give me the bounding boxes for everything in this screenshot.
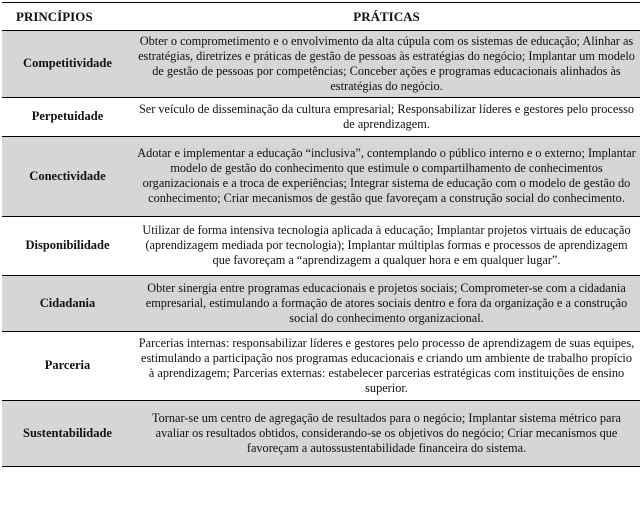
table-row: [2, 98, 640, 137]
table-row: [2, 137, 640, 217]
principle-cell: Perpetuidade: [2, 98, 133, 137]
principle-cell: Competitividade: [2, 31, 133, 98]
principles-practices-table-wrapper: [2, 2, 641, 467]
table-row: [2, 31, 640, 98]
table-row: [2, 217, 640, 276]
practice-cell: Utilizar de forma intensiva tecnologia aplicada à educação; Implantar projetos virtuais de educação (aprendizagem mediada por tecnologia); Implantar múltiplas formas e processos de aprendizagem que favoreçam a “aprendizagem a qualquer hora e em qualquer lugar”.: [133, 217, 640, 276]
principle-cell: Cidadania: [2, 276, 133, 332]
practice-cell: Tornar-se um centro de agregação de resultados para o negócio; Implantar sistema métrico para avaliar os resultados obtidos, considerando-se os objetivos do negócio; Criar mecanismos que favoreçam a autossustentabilidade financeira do sistema.: [133, 401, 640, 467]
table-row: [2, 332, 640, 401]
practice-cell: Parcerias internas: responsabilizar líderes e gestores pelo processo de aprendizagem de suas equipes, estimulando a participação nos programas educacionais e criando um ambiente de trabalho propício à aprendizagem; Parcerias externas: estabelecer parcerias estratégicas com instituições de ensino superior.: [133, 332, 640, 401]
principle-cell: Conectividade: [2, 137, 133, 217]
header-practices: PRÁTICAS: [133, 3, 640, 31]
principle-cell: Disponibilidade: [2, 217, 133, 276]
principle-cell: Sustentabilidade: [2, 401, 133, 467]
table-header: [2, 3, 640, 31]
table-row: [2, 276, 640, 332]
practice-cell: Obter sinergia entre programas educacionais e projetos sociais; Comprometer-se com a cidadania empresarial, estimulando a formação de atores sociais dentro e fora da organização e a construção social do conhecimento organizacional.: [133, 276, 640, 332]
principles-practices-table: [2, 2, 640, 467]
practice-cell: Ser veículo de disseminação da cultura empresarial; Responsabilizar líderes e gestores pelo processo de aprendizagem.: [133, 98, 640, 137]
practice-cell: Obter o comprometimento e o envolvimento da alta cúpula com os sistemas de educação; Alinhar as estratégias, diretrizes e práticas de gestão de pessoas às estratégias do negócio; Implantar um modelo de gestão de pessoas por competências; Conceber ações e programas educacionais alinhados às estratégias do negócio.: [133, 31, 640, 98]
practice-cell: Adotar e implementar a educação “inclusiva”, contemplando o público interno e o externo; Implantar modelo de gestão do conhecimento que estimule o compartilhamento de conhecimentos organizacionais e a troca de experiências; Integrar sistema de educação com o modelo de gestão do conhecimento; Criar mecanismos de gestão que favoreçam a construção social do conhecimento.: [133, 137, 640, 217]
header-row: [2, 3, 640, 31]
table-body: [2, 31, 640, 467]
header-principles: PRINCÍPIOS: [2, 3, 133, 31]
principle-cell: Parceria: [2, 332, 133, 401]
table-row: [2, 401, 640, 467]
